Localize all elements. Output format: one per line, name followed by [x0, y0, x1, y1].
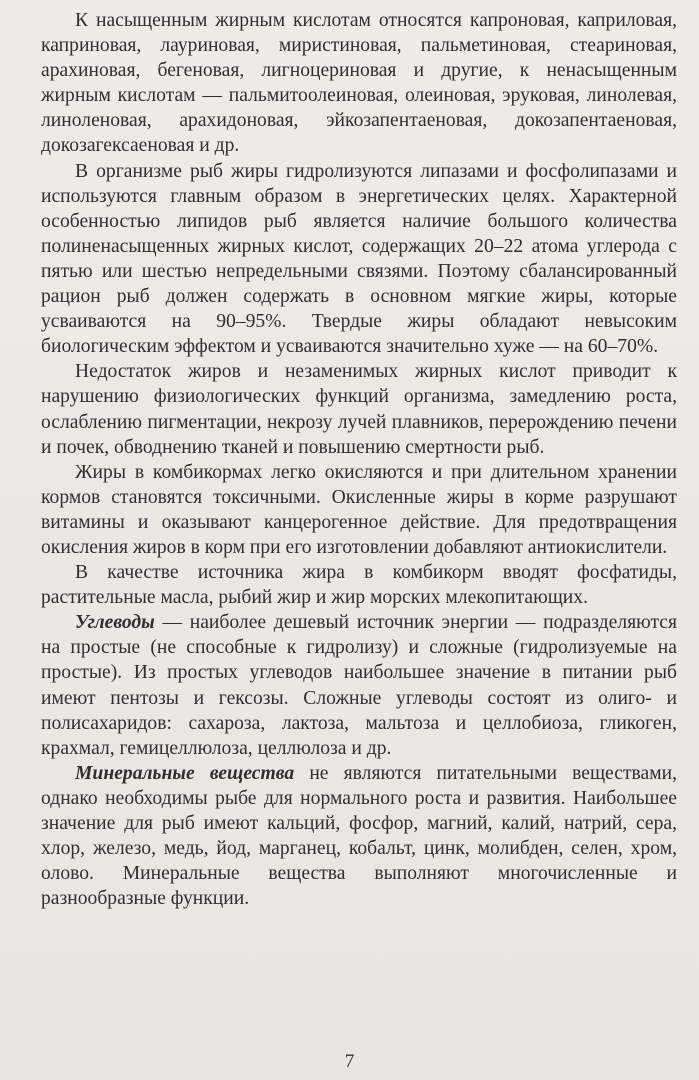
paragraph-minerals: [41, 761, 677, 912]
paragraph-text: В качестве источника жира в комбикорм вводят фосфатиды, растительные масла, рыбий жир и жир морских млекопитающих.: [41, 562, 677, 609]
paragraph-fat-deficiency: [41, 359, 677, 459]
paragraph-text: В организме рыб жиры гидролизуются липазами и фосфолипазами и используются главным образом в энергетических целях. Характерной особенностью липидов рыб является наличие большого количества полиненасыщенных жирных кислот, содержащих 20–22 атома углерода с пятью или шестью непредельными связями. Поэтому сбалансированный рацион рыб должен содержать в основном мягкие жиры, которые усваиваются на 90–95%. Твердые жиры обладают невысоким биологическим эффектом и усваиваются значительно хуже — на 60–70%.: [41, 160, 677, 358]
paragraph-fat-oxidation: [41, 460, 677, 560]
page-body: [41, 8, 677, 911]
paragraph-saturated-fatty-acids: [41, 8, 677, 159]
paragraph-text: — наиболее дешевый источник энергии — подразделяются на простые (не способные к гидролизу) и сложные (гидролизуемые на простые). Из простых углеводов наибольшее значение в питании рыб имеют пентозы и гексозы. Сложные углеводы состоят из олиго- и полисахаридов: сахароза, лактоза, мальтоза и целлобиоза, гликоген, крахмал, гемицеллюлоза, целлюлоза и др.: [41, 612, 677, 759]
paragraph-text: не являются питательными веществами, однако необходимы рыбе для нормального роста и развития. Наибольшее значение для рыб имеют кальций, фосфор, магний, калий, натрий, сера, хлор, железо, медь, йод, марганец, кобальт, цинк, молибден, селен, хром, олово. Минеральные вещества выполняют многочисленные и разнообразные функции.: [41, 762, 677, 910]
paragraph-lipid-hydrolysis: [41, 159, 677, 360]
paragraph-text: Недостаток жиров и незаменимых жирных кислот приводит к нарушению физиологических функций организма, замедлению роста, ослаблению пигментации, некрозу лучей плавников, перерождению печени и почек, обводнению тканей и повышению смертности рыб.: [41, 361, 677, 458]
paragraph-fat-sources: [41, 560, 677, 610]
term-carbohydrates: Углеводы: [75, 612, 155, 634]
paragraph-carbohydrates: [41, 610, 677, 761]
paragraph-text: К насыщенным жирным кислотам относятся капроновая, каприловая, каприновая, лауриновая, миристиновая, пальметиновая, стеариновая, арахиновая, бегеновая, лигноцериновая и другие, к ненасыщенным жирным кислотам — пальмитоолеиновая, олеиновая, эруковая, линолевая, линоленовая, арахидоновая, эйкозапентаеновая, докозапентаеновая, докозагексаеновая и др.: [41, 10, 677, 157]
page-number: 7: [344, 1051, 355, 1072]
paragraph-text: Жиры в комбикормах легко окисляются и при длительном хранении кормов становятся токсичными. Окисленные жиры в корме разрушают витамины и оказывают канцерогенное действие. Для предотвращения окисления жиров в корм при его изготовлении добавляют антиокислители.: [41, 461, 677, 558]
term-minerals: Минеральные вещества: [75, 762, 295, 784]
